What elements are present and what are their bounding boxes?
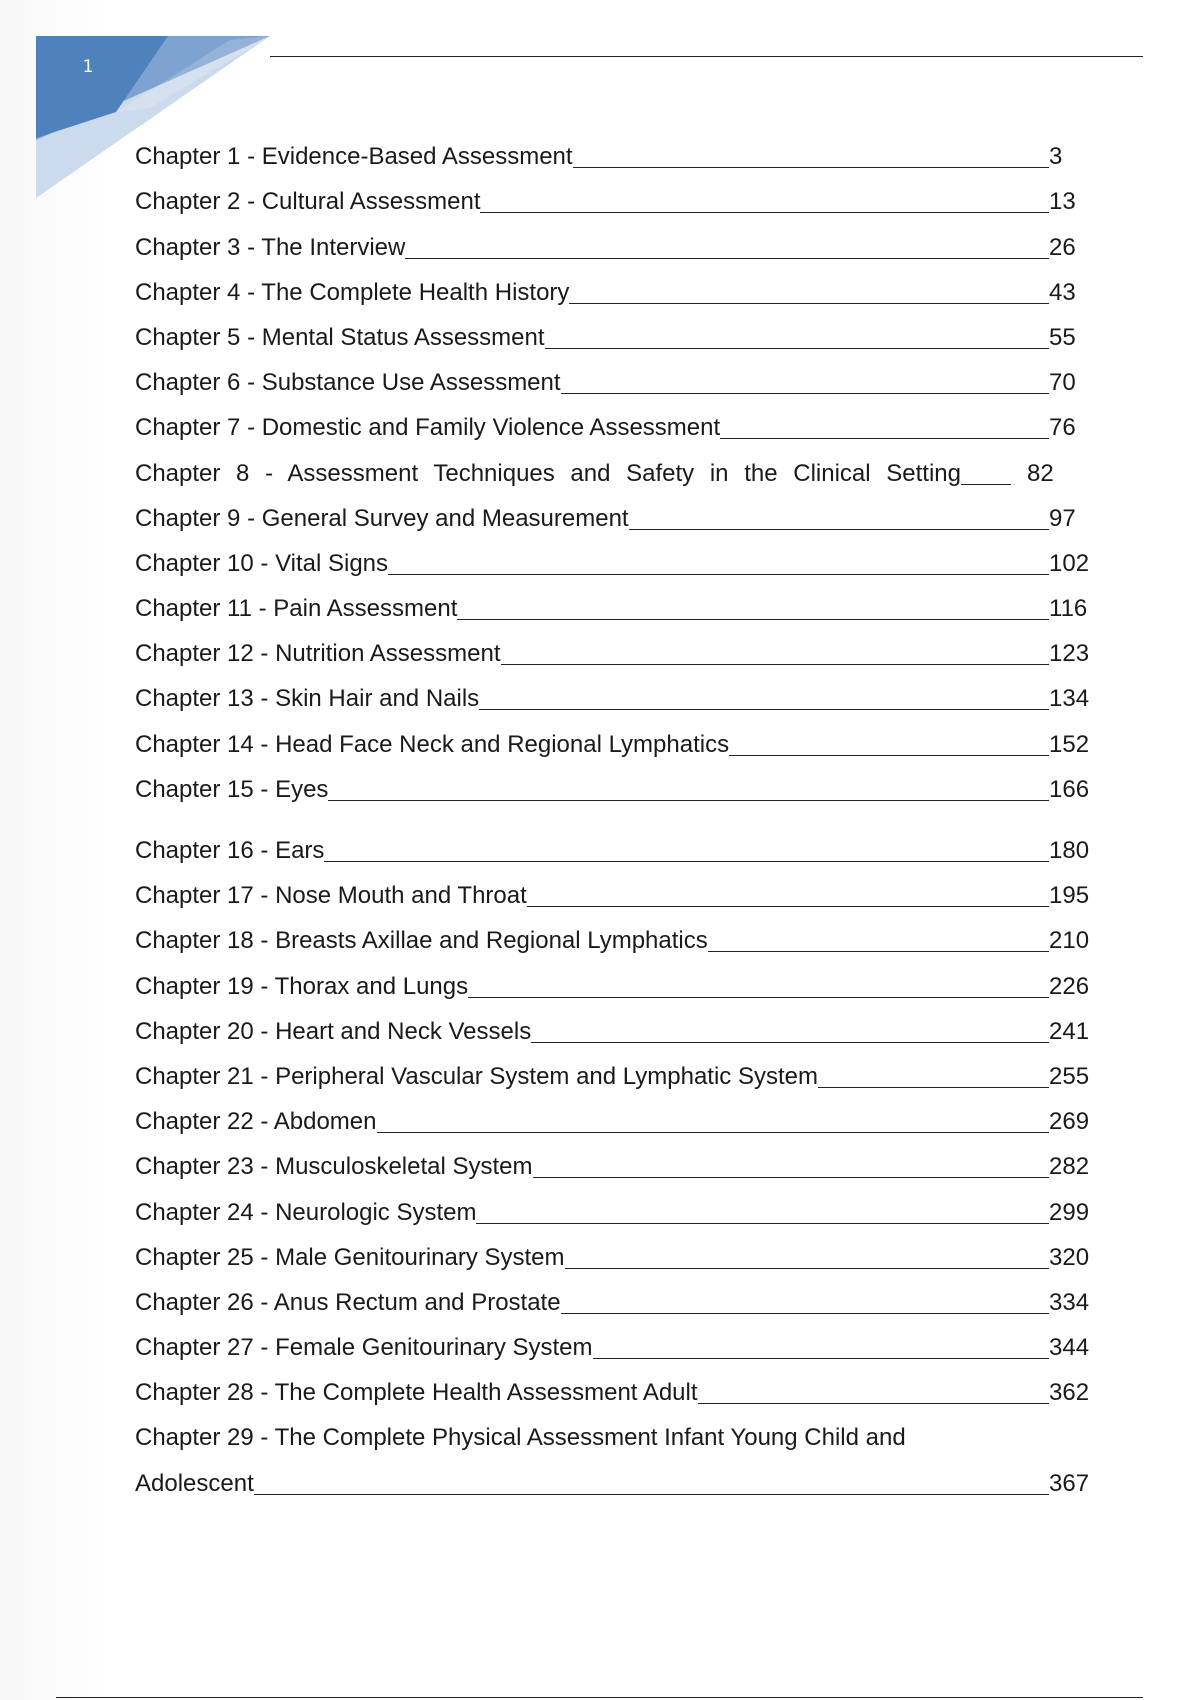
toc-entry-chapter-24[interactable]	[135, 1185, 1093, 1230]
toc-entry-title: Chapter 9 - General Survey and Measurement	[135, 504, 629, 532]
toc-entry-line-two	[135, 1456, 1093, 1501]
toc-leader-line	[388, 574, 1049, 575]
toc-entry-chapter-3[interactable]	[135, 220, 1093, 265]
toc-entry-title: Chapter 28 - The Complete Health Assessment Adult	[135, 1379, 698, 1407]
toc-leader-line	[720, 438, 1049, 439]
toc-entry-title: Chapter 7 - Domestic and Family Violence Assessment	[135, 414, 721, 442]
toc-leader-line	[573, 167, 1049, 168]
toc-leader-line	[565, 1268, 1049, 1269]
toc-entry-title: Chapter 15 - Eyes	[135, 775, 329, 803]
toc-entry-title: Chapter 14 - Head Face Neck and Regional Lymphatics	[135, 730, 730, 758]
toc-leader-line	[533, 1177, 1050, 1178]
toc-leader-line	[729, 755, 1049, 756]
toc-entry-chapter-4[interactable]	[135, 266, 1093, 311]
toc-leader-line	[405, 258, 1049, 259]
toc-leader-line	[531, 1042, 1049, 1043]
toc-leader-line	[479, 709, 1049, 710]
toc-entry-title: Chapter 26 - Anus Rectum and Prostate	[135, 1288, 561, 1316]
toc-entry-title: Chapter 25 - Male Genitourinary System	[135, 1243, 565, 1271]
toc-entry-chapter-10[interactable]	[135, 537, 1093, 582]
toc-entry-chapter-14[interactable]	[135, 717, 1093, 762]
toc-leader-line	[480, 212, 1049, 213]
toc-leader-line	[527, 906, 1049, 907]
toc-entry-chapter-28[interactable]	[135, 1366, 1093, 1411]
toc-entry-page: 134	[1049, 685, 1090, 713]
header-rule	[270, 56, 1143, 57]
toc-entry-page: 76	[1049, 414, 1076, 442]
toc-leader-line	[545, 348, 1049, 349]
toc-entry-chapter-17[interactable]	[135, 869, 1093, 914]
toc-entry-chapter-11[interactable]	[135, 582, 1093, 627]
toc-leader-line	[561, 393, 1049, 394]
toc-leader-line	[328, 800, 1049, 801]
toc-entry-chapter-9[interactable]	[135, 492, 1093, 537]
toc-entry-page: 152	[1049, 730, 1090, 758]
toc-entry-title: Chapter 10 - Vital Signs	[135, 549, 389, 577]
toc-entry-chapter-23[interactable]	[135, 1140, 1093, 1185]
toc-entry-page: 70	[1049, 369, 1076, 397]
toc-entry-title: Chapter 13 - Skin Hair and Nails	[135, 685, 480, 713]
toc-entry-chapter-8[interactable]	[135, 446, 1093, 491]
toc-entry-page: 3	[1049, 143, 1063, 171]
toc-leader-line	[708, 951, 1049, 952]
toc-entry-page: 320	[1049, 1243, 1090, 1271]
toc-entry-chapter-29[interactable]	[135, 1411, 1093, 1501]
toc-entry-page: 344	[1049, 1334, 1090, 1362]
toc-entry-page: 116	[1049, 595, 1088, 623]
toc-entry-page: 195	[1049, 882, 1090, 910]
toc-entry-chapter-5[interactable]	[135, 311, 1093, 356]
toc-entry-page: 282	[1049, 1153, 1090, 1181]
table-of-contents	[135, 130, 1093, 1502]
toc-entry-chapter-7[interactable]	[135, 401, 1093, 446]
toc-entry-page: 123	[1049, 640, 1090, 668]
toc-entry-page: 26	[1049, 233, 1076, 261]
toc-leader-line	[818, 1087, 1049, 1088]
toc-leader-line	[593, 1358, 1049, 1359]
toc-entry-title: Chapter 18 - Breasts Axillae and Regional Lymphatics	[135, 927, 708, 955]
toc-entry-page: 334	[1049, 1288, 1090, 1316]
toc-leader-line	[561, 1313, 1049, 1314]
toc-entry-page: 43	[1049, 278, 1076, 306]
toc-entry-page: 367	[1049, 1469, 1090, 1497]
toc-leader-line	[569, 303, 1049, 304]
toc-entry-chapter-1[interactable]	[135, 130, 1093, 175]
toc-entry-title: Chapter 16 - Ears	[135, 837, 325, 864]
page-margin-shade	[0, 0, 110, 1700]
toc-entry-page: 210	[1049, 927, 1090, 955]
toc-entry-page: 97	[1049, 504, 1076, 532]
toc-entry-page: 55	[1049, 323, 1076, 351]
toc-entry-chapter-21[interactable]	[135, 1050, 1093, 1095]
toc-entry-page: 226	[1049, 972, 1090, 1000]
toc-entry-chapter-12[interactable]	[135, 627, 1093, 672]
toc-entry-chapter-13[interactable]	[135, 672, 1093, 717]
toc-entry-title: Chapter 23 - Musculoskeletal System	[135, 1153, 533, 1181]
toc-entry-page: 180	[1049, 837, 1090, 864]
toc-entry-title-line-two: Adolescent	[135, 1469, 254, 1497]
toc-entry-page: 299	[1049, 1198, 1090, 1226]
toc-entry-title: Chapter 6 - Substance Use Assessment	[135, 369, 561, 397]
page-number: 1	[82, 57, 94, 77]
toc-entry-page: 102	[1049, 549, 1090, 577]
toc-entry-title: Chapter 2 - Cultural Assessment	[135, 188, 481, 216]
toc-entry-page: 269	[1049, 1108, 1090, 1136]
toc-leader-line	[324, 861, 1049, 862]
toc-entry-title: Chapter 27 - Female Genitourinary System	[135, 1334, 593, 1362]
toc-leader-line	[629, 529, 1049, 530]
toc-entry-title: Chapter 8 - Assessment Techniques and Safety in the Clinical Setting	[135, 459, 961, 487]
toc-entry-chapter-6[interactable]	[135, 356, 1093, 401]
toc-entry-chapter-15[interactable]	[135, 763, 1093, 808]
toc-entry-page: 362	[1049, 1379, 1090, 1407]
toc-leader-line	[961, 484, 1011, 485]
toc-leader-line	[457, 619, 1049, 620]
toc-entry-chapter-16[interactable]	[135, 824, 1093, 869]
toc-entry-chapter-18[interactable]	[135, 914, 1093, 959]
toc-entry-title: Chapter 1 - Evidence-Based Assessment	[135, 143, 573, 171]
toc-entry-page: 82	[1026, 459, 1054, 487]
toc-entry-chapter-20[interactable]	[135, 1005, 1093, 1050]
toc-entry-page: 241	[1049, 1017, 1090, 1045]
toc-leader-line	[501, 664, 1050, 665]
toc-entry-chapter-27[interactable]	[135, 1321, 1093, 1366]
toc-entry-title-line-one: Chapter 29 - The Complete Physical Assessment Infant Young Child and	[135, 1424, 906, 1452]
toc-entry-chapter-22[interactable]	[135, 1095, 1093, 1140]
toc-entry-title: Chapter 12 - Nutrition Assessment	[135, 640, 501, 668]
toc-entry-page: 166	[1049, 775, 1090, 803]
toc-entry-title: Chapter 11 - Pain Assessment	[135, 595, 458, 623]
toc-entry-page: 255	[1049, 1062, 1090, 1090]
toc-entry-title: Chapter 5 - Mental Status Assessment	[135, 323, 545, 351]
toc-leader-line	[476, 1223, 1049, 1224]
toc-entry-chapter-19[interactable]	[135, 959, 1093, 1004]
toc-entry-chapter-26[interactable]	[135, 1276, 1093, 1321]
toc-entry-chapter-25[interactable]	[135, 1231, 1093, 1276]
toc-entry-title: Chapter 19 - Thorax and Lungs	[135, 972, 469, 1000]
toc-entry-page: 13	[1049, 188, 1076, 216]
toc-entry-title: Chapter 3 - The Interview	[135, 233, 406, 261]
toc-leader-line	[377, 1132, 1050, 1133]
toc-entry-title: Chapter 4 - The Complete Health History	[135, 278, 570, 306]
toc-entry-chapter-2[interactable]	[135, 175, 1093, 220]
toc-entry-title: Chapter 22 - Abdomen	[135, 1108, 377, 1136]
toc-entry-title: Chapter 24 - Neurologic System	[135, 1198, 477, 1226]
footer-rule	[56, 1697, 1143, 1698]
toc-entry-title: Chapter 20 - Heart and Neck Vessels	[135, 1017, 532, 1045]
toc-entry-title: Chapter 21 - Peripheral Vascular System and Lymphatic System	[135, 1062, 818, 1090]
toc-leader-line	[698, 1403, 1049, 1404]
toc-entry-title: Chapter 17 - Nose Mouth and Throat	[135, 882, 527, 910]
toc-leader-line	[254, 1494, 1049, 1495]
toc-leader-line	[468, 997, 1049, 998]
